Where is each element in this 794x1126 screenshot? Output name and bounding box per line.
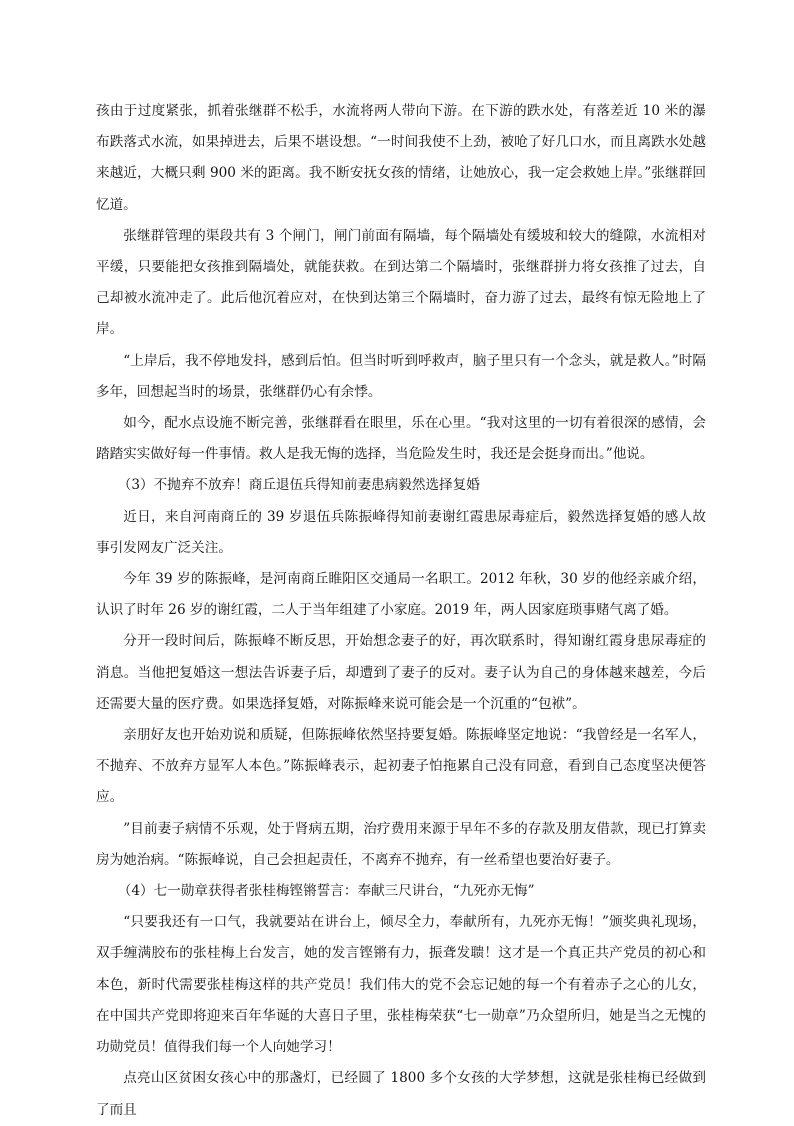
- paragraph-reconsider: 分开一段时间后，陈振峰不断反思，开始想念妻子的好，再次联系时，得知谢红霞身患尿毒症的消息。当他把复婚这一想法告诉妻子后，却遭到了妻子的反对。妻子认为自己的身体越来越差，今后还需要大量的医疗费。如果选择复婚，对陈振峰来说可能会是一个沉重的“包袱”。: [96, 633, 706, 712]
- paragraph-persist: 亲朋好友也开始劝说和质疑，但陈振峰依然坚持要复婚。陈振峰坚定地说：“我曾经是一名军人，不抛弃、不放弃方显军人本色。”陈振峰表示，起初妻子怕拖累自己没有同意，看到自己态度坚决便答应。: [96, 727, 706, 806]
- paragraph-zhang-speech: “只要我还有一口气，我就要站在讲台上，倾尽全力，奉献所有，九死亦无悔！”颁奖典礼现场，双手缠满胶布的张桂梅上台发言，她的发言铿锵有力，振聋发聩！这才是一个真正共产党员的初心和本色，新时代需要张桂梅这样的共产党员！我们伟大的党不会忘记她的每一个有着赤子之心的儿女，在中国共产党即将迎来百年华诞的大喜日子里，张桂梅荣获“七一勋章”乃众望所归，她是当之无愧的功勋党员！值得我们每一个人向她学习！: [96, 914, 706, 1056]
- paragraph-canal-gates: 张继群管理的渠段共有 3 个闸门，闸门前面有隔墙，每个隔墙处有缓坡和较大的缝隙，水流相对平缓，只要能把女孩推到隔墙处，就能获救。在到达第二个隔墙时，张继群拼力将女孩推了过去，自己却被水流冲走了。此后他沉着应对，在快到达第三个隔墙时，奋力游了过去，最终有惊无险地上了岸。: [96, 227, 706, 338]
- paragraph-veteran-background: 今年 39 岁的陈振峰，是河南商丘睢阳区交通局一名职工。2012 年秋，30 岁的他经亲戚介绍，认识了时年 26 岁的谢红霞，二人于当年组建了小家庭。2019 年，两人因家庭琐事赌气离了婚。: [96, 571, 706, 619]
- paragraph-zhang-dreams: 点亮山区贫困女孩心中的那盏灯，已经圆了 1800 多个女孩的大学梦想，这就是张桂梅已经做到了而且: [96, 1070, 706, 1118]
- paragraph-illness: ”目前妻子病情不乐观，处于肾病五期，治疗费用来源于早年不多的存款及朋友借款，现已打算卖房为她治病。“陈振峰说，自己会担起责任，不离弃不抛弃，有一丝希望也要治好妻子。: [96, 820, 706, 868]
- paragraph-after-ashore: “上岸后，我不停地发抖，感到后怕。但当时听到呼救声，脑子里只有一个念头，就是救人。”时隔多年，回想起当时的场景，张继群仍心有余悸。: [96, 352, 706, 400]
- paragraph-water-point: 如今，配水点设施不断完善，张继群看在眼里，乐在心里。“我对这里的一切有着很深的感情，会踏踏实实做好每一件事情。救人是我无悔的选择，当危险发生时，我还是会挺身而出。”他说。: [96, 415, 706, 463]
- paragraph-veteran-intro: 近日，来自河南商丘的 39 岁退伍兵陈振峰得知前妻谢红霞患尿毒症后，毅然选择复婚的感人故事引发网友广泛关注。: [96, 508, 706, 556]
- document-body: [96, 96, 706, 1126]
- section-heading-3: （3）不抛弃不放弃！商丘退伍兵得知前妻患病毅然选择复婚: [117, 477, 480, 494]
- section-heading-4: （4）七一勋章获得者张桂梅铿锵誓言：奉献三尺讲台，“九死亦无悔”: [117, 883, 535, 900]
- paragraph-rescue-downstream: 孩由于过度紧张，抓着张继群不松手，水流将两人带向下游。在下游的跌水处，有落差近 10 米的瀑布跌落式水流，如果掉进去，后果不堪设想。“一时间我使不上劲，被呛了好几口水，而且离跌水处越来越近，大概只剩 900 米的距离。我不断安抚女孩的情绪，让她放心，我一定会救她上岸。”张继群回忆道。: [96, 103, 706, 213]
